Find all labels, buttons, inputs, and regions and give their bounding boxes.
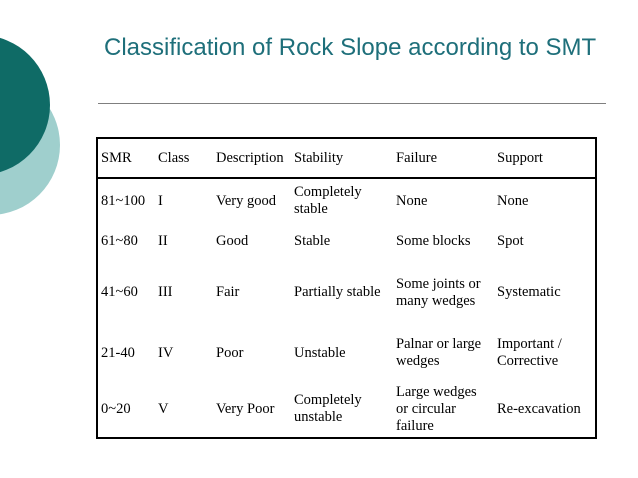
cell-description: Good: [216, 233, 249, 250]
cell-failure: Palnar or large wedges: [396, 336, 482, 370]
header-smr: SMR: [97, 138, 155, 178]
header-description: Description: [213, 138, 291, 178]
cell-class: I: [158, 192, 163, 209]
decorative-circles: [0, 0, 100, 260]
cell-description: Very Poor: [216, 400, 275, 417]
cell-smr: 21-40: [101, 344, 135, 361]
cell-description: Poor: [216, 344, 244, 361]
cell-smr: 81~100: [101, 192, 146, 209]
cell-class: IV: [158, 344, 174, 361]
cell-support: None: [497, 192, 529, 209]
table-row: [97, 382, 596, 438]
header-class: Class: [155, 138, 213, 178]
cell-stability: Completely unstable: [294, 392, 362, 426]
table-header-row: [97, 138, 596, 178]
header-support: Support: [494, 138, 596, 178]
cell-class: II: [158, 233, 168, 250]
cell-description: Very good: [216, 192, 277, 209]
cell-stability: Stable: [294, 233, 331, 250]
cell-failure: None: [396, 192, 428, 209]
title-divider: [98, 103, 606, 104]
cell-stability: Unstable: [294, 344, 346, 361]
cell-failure: Some joints or many wedges: [396, 275, 481, 309]
cell-smr: 0~20: [101, 400, 131, 417]
header-stability: Stability: [291, 138, 393, 178]
cell-smr: 61~80: [101, 233, 138, 250]
table-row: [97, 178, 596, 224]
cell-support: Spot: [497, 233, 524, 250]
cell-support: Re-excavation: [497, 400, 581, 417]
cell-class: V: [158, 400, 169, 417]
slide-title: Classification of Rock Slope according to SMT: [104, 34, 597, 61]
table-row: [97, 325, 596, 381]
table-row: [97, 224, 596, 261]
cell-failure: Some blocks: [396, 233, 471, 250]
cell-class: III: [158, 284, 173, 301]
rock-slope-classification-table: [96, 137, 597, 439]
cell-stability: Completely stable: [294, 184, 362, 218]
cell-support: Important / Corrective: [497, 336, 562, 370]
cell-failure: Large wedges or circular failure: [396, 383, 477, 434]
cell-smr: 41~60: [101, 284, 138, 301]
cell-description: Fair: [216, 284, 240, 301]
cell-support: Systematic: [497, 284, 561, 301]
header-failure: Failure: [393, 138, 494, 178]
table-row: [97, 260, 596, 325]
cell-stability: Partially stable: [294, 284, 381, 301]
